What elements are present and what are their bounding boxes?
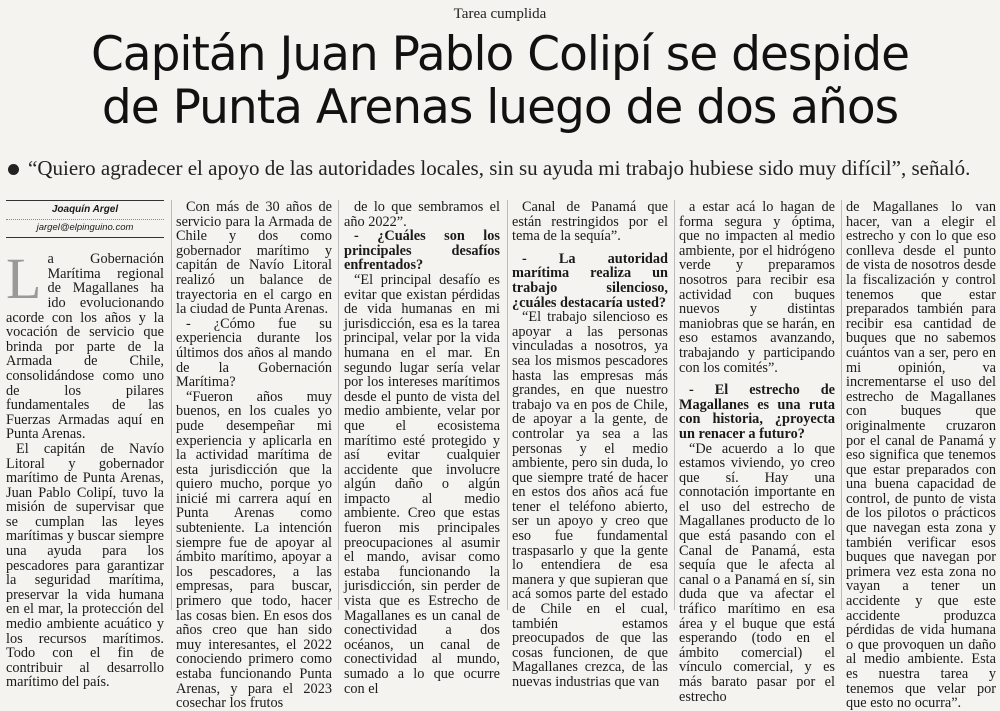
article-column-6 xyxy=(846,199,996,711)
paragraph: “El trabajo silencioso es apoyar a las personas vinculadas a nosotros, ya sea los mismos pescadores hasta las empresas más grandes, en que nuestro trabajo va en pos de Chile, de apoyar a la gente, de controlar ya sea a las personas y el medio ambiente, pero sin duda, lo que siempre traté de hacer en estos dos años acá fue tener el teléfono abierto, ser un apoyo y creo que eso fue fundamental traspasarlo y que la gente lo entendiera de esa manera y que supieran que acá somos parte del estado de Chile en el cual, también estamos preocupados de que las cosas funcionen, de que Magallanes crezca, de las nuevas industrias que van xyxy=(512,309,668,690)
paragraph: de Magallanes lo van hacer, van a elegir el estrecho y con lo que eso conlleva desde el punto de vista de nosotros desde la fiscalización y control tenemos que estar preparados también para recibir esa cantidad de buques que no sabemos cuántos van a ser, pero en mi opinión, va incrementarse el uso del estrecho de Magallanes con buques que originalmente cruzaron por el canal de Panamá y eso significa que tenemos que estar preparados con una buena capacidad de control, de punto de vista de los pilotos o prácticos que navegan esta zona y también verificar esos buques que navegan por primera vez esta zona no vayan a tener un accidente y que este accidente produzca pérdidas de vida humana o que provoquen un daño al medio ambiente. Esta es nuestra tarea y tenemos que velar por que esto no ocurra”. xyxy=(846,199,996,711)
paragraph: de lo que sembramos el año 2022”. xyxy=(344,199,500,230)
paragraph: - ¿Cómo fue su experiencia durante los últimos dos años al mando de la Gobernación Marítima? xyxy=(176,315,332,391)
question: - La autoridad marítima realiza un trabajo silencioso, ¿cuáles destacaría usted? xyxy=(512,250,668,311)
column-divider xyxy=(171,200,172,610)
headline-line-2: de Punta Arenas luego de dos años xyxy=(101,80,899,135)
paragraph: “De acuerdo a lo que estamos viviendo, yo creo que sí. Hay una connotación importante en el uso del estrecho de Magallanes producto de lo que está pasando con el Canal de Panamá, esta sequía que le afecta al canal o a Panamá en sí, sin duda que va afectar el tráfico marítimo en esa área y el buque que está esperando (todo en el ámbito comercial) el vínculo comercial, y es más barato pasar por el estrecho xyxy=(679,440,835,705)
byline-name: Joaquín Argel xyxy=(51,204,119,215)
column-divider xyxy=(841,200,842,610)
paragraph: Canal de Panamá que están restringidos por el tema de la sequía”. xyxy=(512,199,668,245)
byline-email[interactable]: jargel@elpinguino.com xyxy=(6,219,164,238)
article-column-1 xyxy=(6,200,164,691)
deck-quote: “Quiero agradecer el apoyo de las autoridades locales, sin su ayuda mi trabajo hubiese sido muy difícil”, señaló. xyxy=(28,156,971,180)
byline xyxy=(6,200,164,238)
headline-line-1: Capitán Juan Pablo Colipí se despide xyxy=(90,27,909,82)
article-column-5 xyxy=(679,199,835,705)
paragraph: Con más de 30 años de servicio para la Armada de Chile y dos como gobernador marítimo y capitán de Navío Litoral realizó un balance de trayectoria en el cargo en la ciudad de Punta Arenas. xyxy=(176,199,332,318)
dropcap: L xyxy=(6,246,42,312)
article-column-4 xyxy=(512,199,668,690)
paragraph: “El principal desafío es evitar que existan pérdidas de vida humanas en mi jurisdicción, esa es la tarea principal, velar por la vida humana en el mar. En segundo lugar sería velar por los intereses marítimos desde el punto de vista del medio ambiente, velar por que el ecosistema marítimo esté protegido y así evitar cualquier accidente que involucre algún daño o algún impacto al medio ambiente. Creo que estas fueron mis principales preocupaciones al asumir el mando, avisar como estaba funcionando la jurisdicción, sin perder de vista que es Estrecho de Magallanes es un canal de conectividad a dos océanos, un canal de conectividad al mundo, sumado a lo que ocurre con el xyxy=(344,271,500,697)
article-column-3 xyxy=(344,199,500,697)
headline xyxy=(0,28,1000,134)
article-column-2 xyxy=(176,199,332,711)
paragraph: “Fueron años muy buenos, en los cuales yo pude desempeñar mi experiencia y aplicarla en la actividad marítima de esta jurisdicción que la quiero mucho, porque yo inicié mi carrera aquí en Punta Arenas como subteniente. La intención siempre fue de apoyar al ámbito marítimo, apoyar a los pescadores, a las empresas, para buscar, primero que todo, hacer las cosas bien. En esos dos años creo que han sido muy interesantes, el 2022 conociendo primero como estaba funcionando Punta Arenas, y para el 2023 cosechar los frutos xyxy=(176,388,332,711)
kicker: Tarea cumplida xyxy=(453,6,547,22)
bullet-icon xyxy=(8,164,19,175)
paragraph: El capitán de Navío Litoral y gobernador marítimo de Punta Arenas, Juan Pablo Colipí, tuvo la misión de supervisar que se cumplan las leyes marítimas y buscar siempre una ayuda para los pescadores para garantizar la seguridad marítima, preservar la vida humana en el mar, la protección del medio ambiente acuático y los recursos marítimos. Todo con el fin de contribuir al desarrollo marítimo del país. xyxy=(6,440,164,691)
paragraph: a estar acá lo hagan de forma segura y óptima, que no impacten al medio ambiente, por el hidrógeno verde y preparamos nosotros para recibir esa actividad con buques nuevos y distintas maniobras que se harán, en eso estamos avanzando, trabajando y participando con los comités”. xyxy=(679,199,835,376)
question: - ¿Cuáles son los principales desafíos enfrentados? xyxy=(344,228,500,274)
question: - El estrecho de Magallanes es una ruta con historia, ¿proyecta un renacer a futuro? xyxy=(679,382,835,442)
column-divider xyxy=(338,200,339,610)
column-divider xyxy=(674,200,675,610)
column-divider xyxy=(507,200,508,610)
paragraph: a Gobernación Marítima regional de Magallanes ha ido evolucionando acorde con los años y la vocación de servicio que brinda por parte de la Armada de Chile, consolidándose como uno de los pilares fundamentales de las Fuerzas Armadas aquí en Punta Arenas. xyxy=(6,251,164,443)
